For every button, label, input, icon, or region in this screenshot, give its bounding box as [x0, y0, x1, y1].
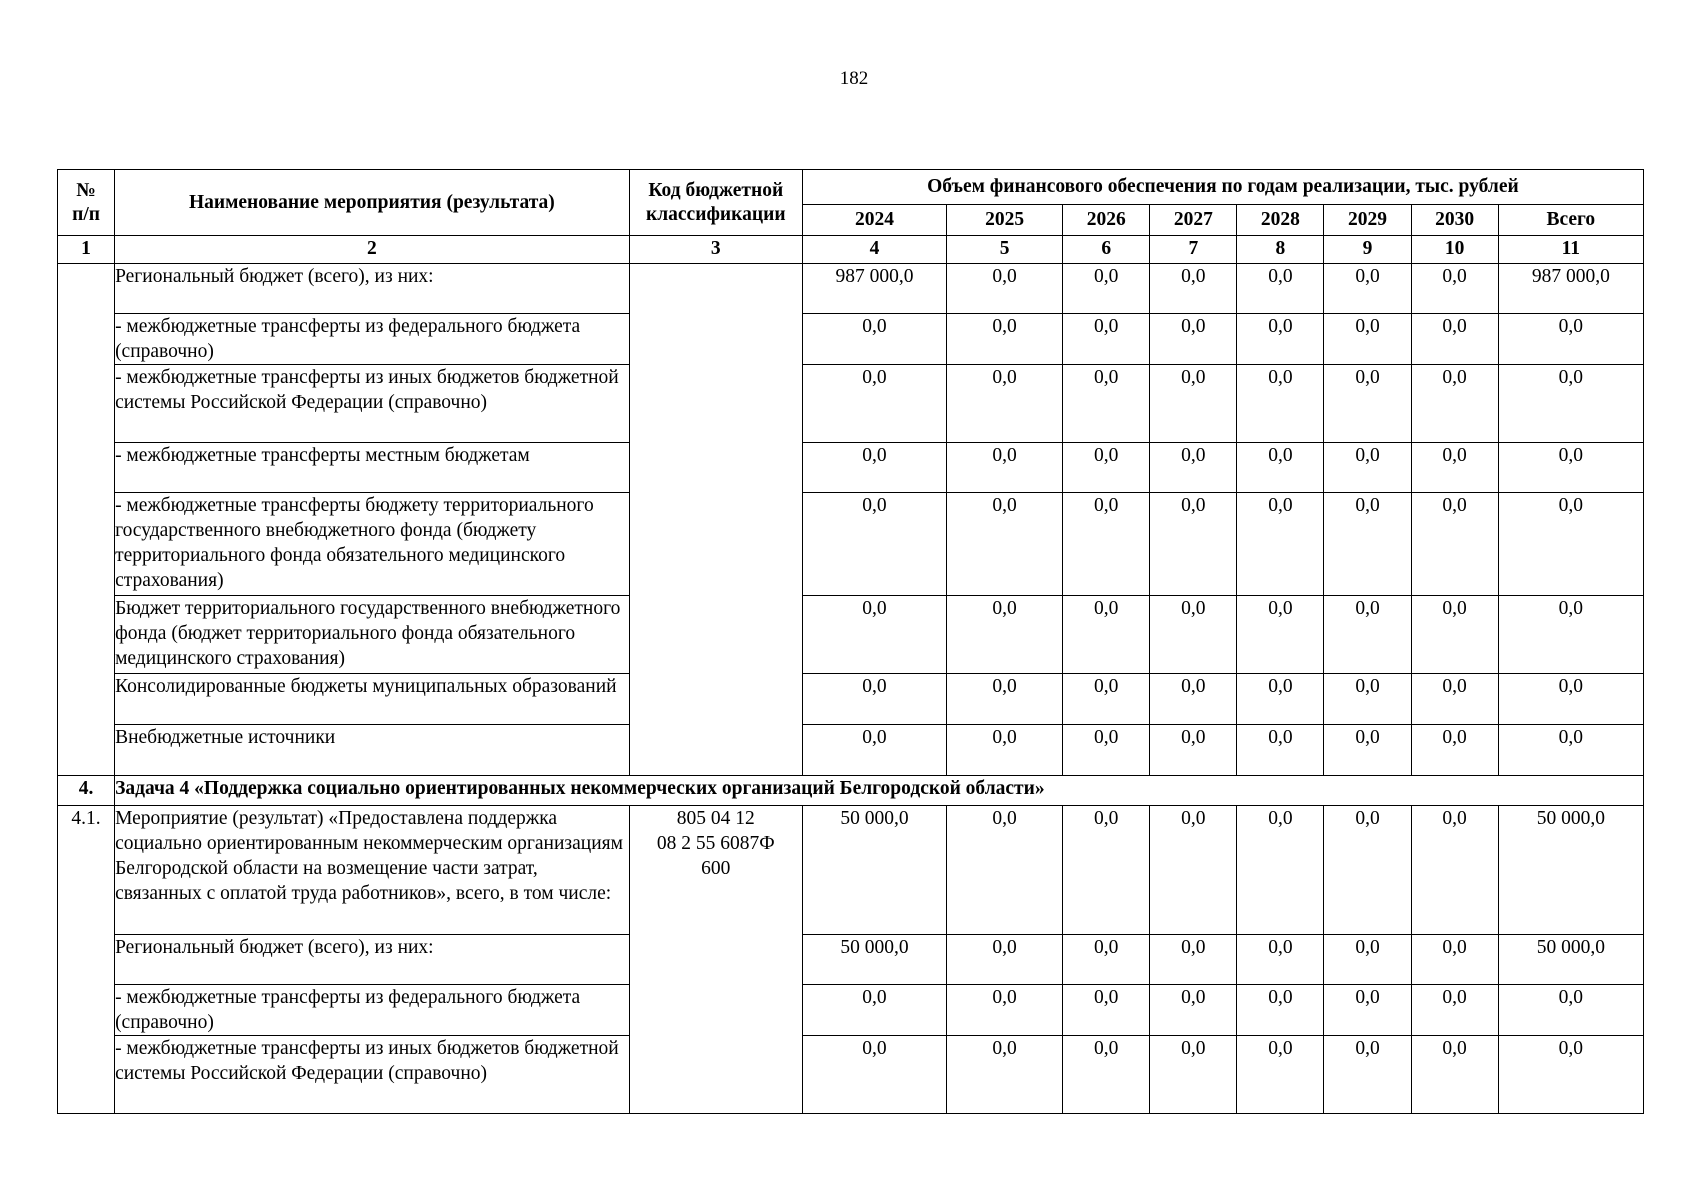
value-cell: 0,0: [1411, 674, 1498, 725]
column-number: 7: [1150, 236, 1237, 264]
row-name: - межбюджетные трансферты местным бюджетам: [115, 443, 630, 493]
value-cell: 0,0: [947, 985, 1063, 1036]
value-cell: 0,0: [802, 596, 946, 674]
value-cell: 0,0: [802, 674, 946, 725]
value-cell: 0,0: [1150, 1036, 1237, 1114]
value-cell: 0,0: [1411, 443, 1498, 493]
header-no: № п/п: [58, 170, 115, 236]
column-number: 10: [1411, 236, 1498, 264]
column-number: 3: [629, 236, 802, 264]
table-row: [58, 806, 1644, 935]
column-number: 5: [947, 236, 1063, 264]
row-name: - межбюджетные трансферты из иных бюджетов бюджетной системы Российской Федерации (справочно): [115, 1036, 630, 1114]
value-cell: 0,0: [1498, 1036, 1643, 1114]
index-cell: [58, 264, 115, 776]
table-row: [58, 985, 1644, 1036]
value-cell: 0,0: [1411, 935, 1498, 985]
value-cell: 0,0: [1150, 264, 1237, 314]
value-cell: 0,0: [1324, 1036, 1411, 1114]
header-year: 2029: [1324, 205, 1411, 236]
value-cell: 0,0: [1498, 493, 1643, 596]
value-cell: 0,0: [1063, 1036, 1150, 1114]
value-cell: 0,0: [1237, 596, 1324, 674]
value-cell: 0,0: [1324, 264, 1411, 314]
value-cell: 0,0: [1063, 314, 1150, 365]
value-cell: 0,0: [1411, 493, 1498, 596]
value-cell: 0,0: [1063, 264, 1150, 314]
header-code: Код бюджетной классификации: [629, 170, 802, 236]
value-cell: 0,0: [802, 985, 946, 1036]
column-number: 2: [115, 236, 630, 264]
value-cell: 0,0: [1063, 493, 1150, 596]
column-number: 8: [1237, 236, 1324, 264]
value-cell: 0,0: [1063, 596, 1150, 674]
value-cell: 0,0: [1237, 365, 1324, 443]
value-cell: 0,0: [1150, 935, 1237, 985]
header-year: 2030: [1411, 205, 1498, 236]
value-cell: 0,0: [1411, 596, 1498, 674]
value-cell: 0,0: [1411, 725, 1498, 776]
row-name: - межбюджетные трансферты из иных бюджетов бюджетной системы Российской Федерации (справочно): [115, 365, 630, 443]
value-cell: 987 000,0: [1498, 264, 1643, 314]
value-cell: 0,0: [1063, 443, 1150, 493]
value-cell: 0,0: [802, 365, 946, 443]
row-name: Региональный бюджет (всего), из них:: [115, 935, 630, 985]
task-index: 4.: [58, 776, 115, 806]
value-cell: 0,0: [1498, 674, 1643, 725]
value-cell: 0,0: [1411, 1036, 1498, 1114]
value-cell: 0,0: [1150, 674, 1237, 725]
table-row: [58, 935, 1644, 985]
value-cell: 0,0: [1324, 806, 1411, 935]
value-cell: 0,0: [802, 725, 946, 776]
row-name: - межбюджетные трансферты из федерального бюджета (справочно): [115, 985, 630, 1036]
value-cell: 0,0: [1063, 806, 1150, 935]
row-name: Внебюджетные источники: [115, 725, 630, 776]
header-year: 2027: [1150, 205, 1237, 236]
value-cell: 0,0: [1150, 985, 1237, 1036]
value-cell: 50 000,0: [1498, 935, 1643, 985]
value-cell: 0,0: [1498, 725, 1643, 776]
header-year: 2025: [947, 205, 1063, 236]
value-cell: 0,0: [802, 443, 946, 493]
funding-table: [57, 169, 1644, 1114]
value-cell: 0,0: [1063, 985, 1150, 1036]
row-name: - межбюджетные трансферты из федерального бюджета (справочно): [115, 314, 630, 365]
value-cell: 0,0: [1063, 935, 1150, 985]
value-cell: 0,0: [1498, 365, 1643, 443]
value-cell: 0,0: [1150, 596, 1237, 674]
task-title: Задача 4 «Поддержка социально ориентированных некоммерческих организаций Белгородской области»: [115, 776, 1644, 806]
value-cell: 0,0: [1324, 985, 1411, 1036]
table-row: [58, 314, 1644, 365]
value-cell: 0,0: [947, 935, 1063, 985]
value-cell: 0,0: [1237, 674, 1324, 725]
value-cell: 0,0: [1237, 985, 1324, 1036]
value-cell: 0,0: [947, 493, 1063, 596]
code-cell: [629, 264, 802, 776]
value-cell: 0,0: [1324, 674, 1411, 725]
value-cell: 0,0: [1324, 493, 1411, 596]
value-cell: 0,0: [947, 314, 1063, 365]
value-cell: 0,0: [1324, 725, 1411, 776]
row-name: Бюджет территориального государственного внебюджетного фонда (бюджет территориального фонда обязательного медицинского страхования): [115, 596, 630, 674]
value-cell: 0,0: [947, 264, 1063, 314]
column-number: 9: [1324, 236, 1411, 264]
row-name: Мероприятие (результат) «Предоставлена поддержка социально ориентированным некоммерческим организациям Белгородской области на возмещение части затрат, связанных с оплатой труда работников», всего, в том числе:: [115, 806, 630, 935]
value-cell: 0,0: [1498, 596, 1643, 674]
table-row: [58, 725, 1644, 776]
header-name: Наименование мероприятия (результата): [115, 170, 630, 236]
value-cell: 50 000,0: [802, 935, 946, 985]
column-number: 6: [1063, 236, 1150, 264]
value-cell: 0,0: [1498, 443, 1643, 493]
header-year: 2024: [802, 205, 946, 236]
value-cell: 0,0: [1063, 725, 1150, 776]
table-row: [58, 674, 1644, 725]
value-cell: 0,0: [1237, 493, 1324, 596]
value-cell: 0,0: [1237, 806, 1324, 935]
value-cell: 0,0: [947, 1036, 1063, 1114]
column-number: 11: [1498, 236, 1643, 264]
value-cell: 50 000,0: [1498, 806, 1643, 935]
value-cell: 0,0: [1237, 935, 1324, 985]
value-cell: 0,0: [802, 493, 946, 596]
value-cell: 0,0: [1411, 264, 1498, 314]
value-cell: 0,0: [1237, 314, 1324, 365]
value-cell: 0,0: [1150, 806, 1237, 935]
value-cell: 0,0: [1324, 596, 1411, 674]
value-cell: 0,0: [1498, 985, 1643, 1036]
value-cell: 50 000,0: [802, 806, 946, 935]
value-cell: 987 000,0: [802, 264, 946, 314]
value-cell: 0,0: [1411, 806, 1498, 935]
table-row: [58, 596, 1644, 674]
value-cell: 0,0: [1324, 935, 1411, 985]
value-cell: 0,0: [1324, 443, 1411, 493]
value-cell: 0,0: [1411, 985, 1498, 1036]
page-number: 182: [839, 68, 869, 89]
value-cell: 0,0: [947, 365, 1063, 443]
column-number: 1: [58, 236, 115, 264]
value-cell: 0,0: [1150, 725, 1237, 776]
value-cell: 0,0: [1237, 1036, 1324, 1114]
value-cell: 0,0: [947, 443, 1063, 493]
value-cell: 0,0: [947, 674, 1063, 725]
value-cell: 0,0: [1411, 365, 1498, 443]
value-cell: 0,0: [802, 314, 946, 365]
value-cell: 0,0: [1237, 264, 1324, 314]
value-cell: 0,0: [1498, 314, 1643, 365]
header-year: 2028: [1237, 205, 1324, 236]
value-cell: 0,0: [1150, 443, 1237, 493]
value-cell: 0,0: [1150, 365, 1237, 443]
value-cell: 0,0: [1237, 725, 1324, 776]
value-cell: 0,0: [947, 725, 1063, 776]
table-row: [58, 493, 1644, 596]
row-name: Региональный бюджет (всего), из них:: [115, 264, 630, 314]
header-funding: Объем финансового обеспечения по годам реализации, тыс. рублей: [802, 170, 1643, 205]
value-cell: 0,0: [1411, 314, 1498, 365]
row-name: - межбюджетные трансферты бюджету территориального государственного внебюджетного фонда (бюджету территориального фонда обязательного медицинского страхования): [115, 493, 630, 596]
value-cell: 0,0: [1237, 443, 1324, 493]
measure-index: 4.1.: [58, 806, 115, 1114]
value-cell: 0,0: [1150, 314, 1237, 365]
value-cell: 0,0: [1150, 493, 1237, 596]
row-name: Консолидированные бюджеты муниципальных образований: [115, 674, 630, 725]
task-row: [58, 776, 1644, 806]
value-cell: 0,0: [802, 1036, 946, 1114]
value-cell: 0,0: [1324, 314, 1411, 365]
value-cell: 0,0: [947, 596, 1063, 674]
value-cell: 0,0: [1063, 674, 1150, 725]
table-row: [58, 443, 1644, 493]
header-total: Всего: [1498, 205, 1643, 236]
value-cell: 0,0: [1063, 365, 1150, 443]
value-cell: 0,0: [947, 806, 1063, 935]
table-row: [58, 365, 1644, 443]
table-row: [58, 264, 1644, 314]
column-number: 4: [802, 236, 946, 264]
value-cell: 0,0: [1324, 365, 1411, 443]
table-row: [58, 1036, 1644, 1114]
budget-code: 805 04 12 08 2 55 6087Ф 600: [629, 806, 802, 1114]
header-year: 2026: [1063, 205, 1150, 236]
